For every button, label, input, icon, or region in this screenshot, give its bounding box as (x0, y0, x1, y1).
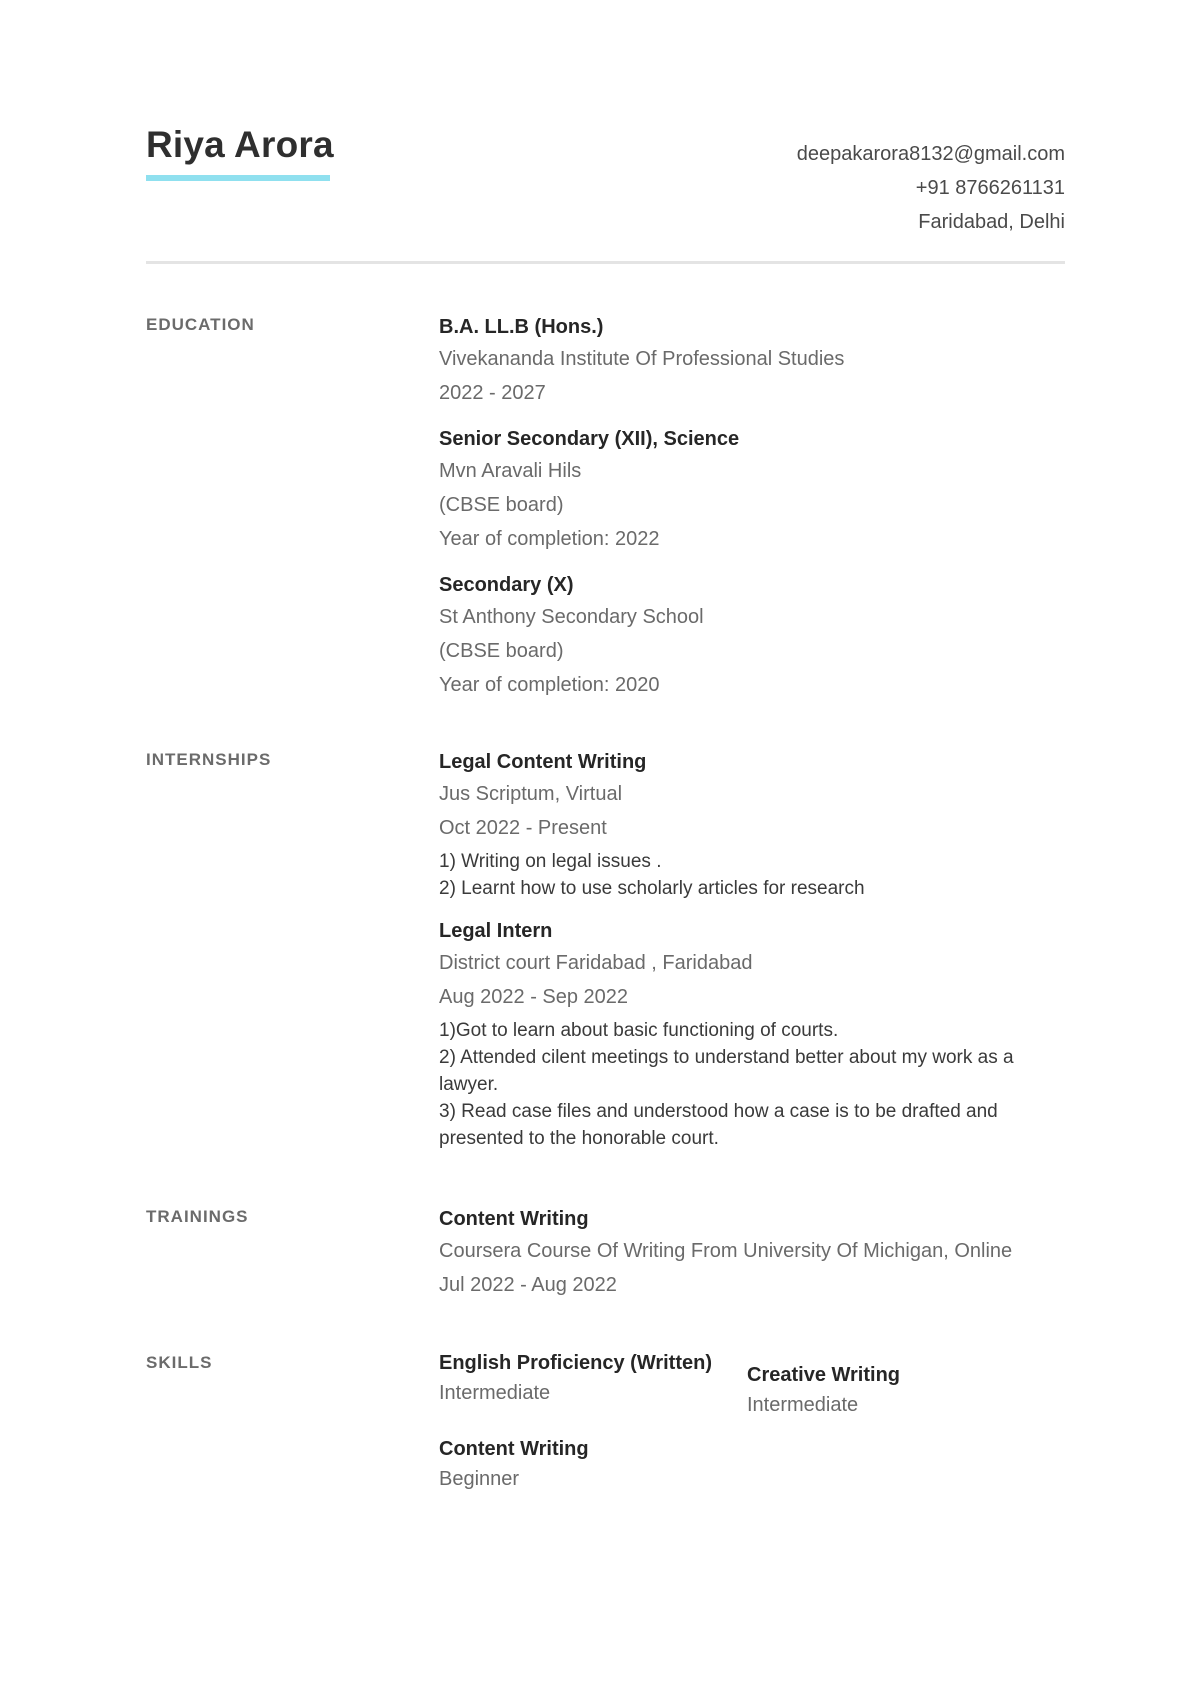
internships-list (439, 747, 1065, 1166)
section-label: SKILLS (146, 1353, 213, 1372)
skill-item (747, 1350, 1047, 1422)
trainings-list (439, 1204, 1065, 1316)
contact-location: Faridabad, Delhi (918, 211, 1065, 233)
internship-entry (439, 747, 1065, 902)
entry-completion: Year of completion: 2020 (439, 674, 660, 696)
description-line: 2) Learnt how to use scholarly articles for research (439, 878, 865, 899)
entry-organization: District court Faridabad , Faridabad (439, 952, 753, 974)
contact-phone: +91 8766261131 (915, 177, 1065, 199)
skill-item (439, 1436, 747, 1496)
entry-board: (CBSE board) (439, 640, 564, 662)
skills-grid (439, 1350, 1065, 1510)
candidate-name: Riya Arora (146, 124, 334, 165)
entry-institution: Vivekananda Institute Of Professional Studies (439, 348, 845, 370)
entry-description (439, 1017, 1065, 1152)
entry-dates: Aug 2022 - Sep 2022 (439, 986, 629, 1008)
contact-email[interactable]: deepakarora8132@gmail.com (796, 143, 1065, 165)
entry-title: Content Writing (439, 1208, 589, 1230)
resume-header (146, 0, 1065, 264)
entry-board: (CBSE board) (439, 494, 564, 516)
description-line: 1) Writing on legal issues . (439, 851, 662, 872)
entry-organization: Coursera Course Of Writing From University Of Michigan, Online (439, 1240, 1013, 1262)
entry-description (439, 848, 1065, 902)
entry-institution: Mvn Aravali Hils (439, 460, 582, 482)
contact-info (797, 137, 1065, 239)
entry-title: Legal Intern (439, 920, 553, 942)
entry-institution: St Anthony Secondary School (439, 606, 704, 628)
education-entry (439, 312, 1065, 410)
description-line: 1)Got to learn about basic functioning of courts. (439, 1020, 839, 1041)
education-entry (439, 570, 1065, 702)
skill-level: Beginner (439, 1468, 520, 1490)
training-entry (439, 1204, 1065, 1302)
trainings-section (146, 1204, 1065, 1316)
entry-title: Secondary (X) (439, 574, 574, 596)
entry-dates: Oct 2022 - Present (439, 817, 607, 839)
entry-completion: Year of completion: 2022 (439, 528, 660, 550)
skill-item (439, 1350, 747, 1422)
internships-section (146, 747, 1065, 1166)
education-section (146, 312, 1065, 716)
education-entry (439, 424, 1065, 556)
skill-name: English Proficiency (Written) (439, 1352, 712, 1374)
education-list (439, 312, 1065, 716)
skill-level: Intermediate (747, 1394, 859, 1416)
internship-entry (439, 916, 1065, 1152)
skill-name: Creative Writing (747, 1364, 900, 1386)
entry-title: B.A. LL.B (Hons.) (439, 316, 604, 338)
skill-name: Content Writing (439, 1438, 589, 1460)
section-label: TRAININGS (146, 1207, 249, 1226)
skill-level: Intermediate (439, 1382, 551, 1404)
section-label: INTERNSHIPS (146, 750, 272, 769)
name-accent-underline (146, 175, 330, 181)
section-label: EDUCATION (146, 315, 255, 334)
entry-dates: Jul 2022 - Aug 2022 (439, 1274, 617, 1296)
entry-organization: Jus Scriptum, Virtual (439, 783, 623, 805)
description-line: 2) Attended cilent meetings to understand better about my work as a lawyer. (439, 1047, 1014, 1095)
entry-dates: 2022 - 2027 (439, 382, 546, 404)
description-line: 3) Read case files and understood how a case is to be drafted and presented to the honorable court. (439, 1101, 998, 1149)
skills-section (146, 1350, 1065, 1510)
entry-title: Legal Content Writing (439, 751, 647, 773)
skills-list (439, 1350, 1065, 1510)
entry-title: Senior Secondary (XII), Science (439, 428, 740, 450)
header-divider (146, 261, 1065, 264)
